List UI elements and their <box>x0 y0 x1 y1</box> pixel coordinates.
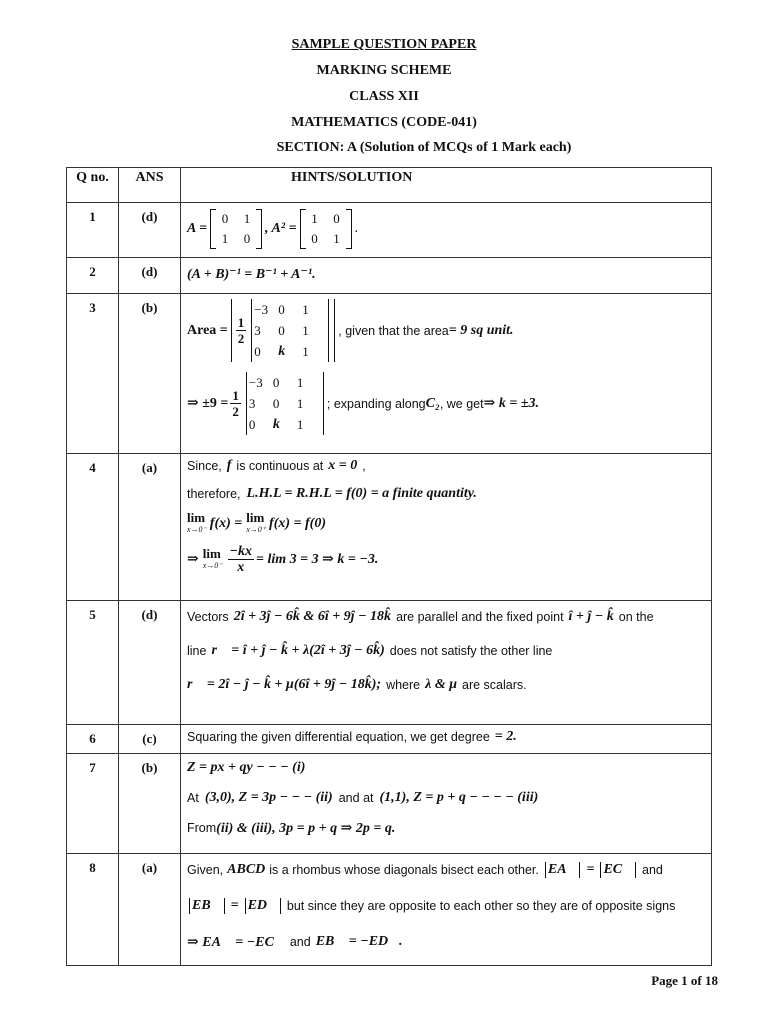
answer: (a) <box>119 454 181 601</box>
table-row <box>67 754 712 854</box>
fixed-point: î + ĵ − k̂ <box>568 609 614 624</box>
q-number: 5 <box>67 601 119 725</box>
subject-label: MATHEMATICS (CODE-041) <box>291 115 477 130</box>
and-text-2: and <box>289 935 311 949</box>
point-1-eq: (3,0), Z = 3p − − − (ii) <box>204 790 333 805</box>
page-subtitle: MARKING SCHEME <box>316 63 452 78</box>
point-2-eq: (1,1), Z = p + q − − − − (iii) <box>379 790 539 805</box>
kx-fraction: $\frac{-kx}{x}$ <box>229 544 252 575</box>
vectors-text: Vectors <box>187 610 229 624</box>
header-hints: HINTS/SOLUTION <box>181 168 712 203</box>
eb-eq: EB⃗ = −ED⃗. <box>315 934 403 949</box>
outer-abs <box>231 299 336 362</box>
determinant-2: −3 0 1 3 0 1 0 k 1 <box>246 372 324 435</box>
comma: , <box>362 459 366 473</box>
ec-magnitude: EC⃗ <box>600 862 636 878</box>
answer: (b) <box>119 294 181 454</box>
matrix-a: 0 1 1 0 <box>210 209 262 249</box>
where-text: where <box>386 678 421 692</box>
area-label: Area = <box>187 322 228 338</box>
result-value: ⇒ k = ±3. <box>483 396 540 411</box>
answer: (b) <box>119 754 181 854</box>
table-row <box>67 725 712 754</box>
expand-text: ; expanding along <box>326 396 426 411</box>
eb-magnitude: EB⃗ <box>189 898 225 914</box>
ea-magnitude: EA⃗ <box>545 862 581 878</box>
lhl-rhl-eq: L.H.L = R.H.L = f(0) = a finite quantity. <box>246 486 477 501</box>
solution-7 <box>181 754 712 854</box>
table-row <box>67 854 712 966</box>
matrix-a2: 1 0 0 1 <box>300 209 352 249</box>
solution-6 <box>181 725 712 754</box>
implies-symbol: ⇒ <box>187 552 199 567</box>
answer: (d) <box>119 258 181 294</box>
sol2-eq: (A + B)⁻¹ = B⁻¹ + A⁻¹. <box>187 266 316 282</box>
q-number: 4 <box>67 454 119 601</box>
direction-vectors: 2î + 3ĵ − 6k̂ & 6î + 9ĵ − 18k̂ <box>233 609 392 624</box>
header-ans: ANS <box>119 168 181 203</box>
equals-1: = <box>586 862 595 877</box>
lim-left: lim x→0⁻ <box>187 510 207 534</box>
solution-5 <box>181 601 712 725</box>
given-text: Given, <box>187 863 224 877</box>
from-eq: (ii) & (iii), 3p = p + q ⇒ 2p = q. <box>216 820 396 836</box>
table-header-row <box>67 168 712 203</box>
abcd-label: ABCD <box>227 862 266 877</box>
on-the-text: on the <box>618 610 654 624</box>
table-row <box>67 258 712 294</box>
at-text: At <box>187 791 199 805</box>
class-label: CLASS XII <box>349 89 419 104</box>
q-number: 6 <box>67 725 119 754</box>
and-text: and <box>642 863 663 877</box>
line-eq-1: r⃗ = î + ĵ − k̂ + λ(2î + 3ĵ − 6k̂) <box>211 643 385 658</box>
from-text: From <box>187 821 217 835</box>
header-qno: Q no. <box>67 168 119 203</box>
degree-text: Squaring the given differential equation, we get degree <box>187 730 490 744</box>
scalars-text: are scalars. <box>462 678 527 692</box>
solution-1 <box>181 203 712 258</box>
page-number: Page 1 of 18 <box>651 973 718 988</box>
lim-right: lim x→0⁺ <box>246 510 267 534</box>
half-fraction: $\frac{1}{2}$ <box>237 315 245 346</box>
lim-left-2: lim x→0⁻ <box>202 545 223 570</box>
solution-8 <box>181 854 712 966</box>
sol1-end: . <box>354 221 359 236</box>
section-label: SECTION: A (Solution of MCQs of 1 Mark each) <box>276 140 572 155</box>
given-text: , given that the area <box>338 323 449 338</box>
continuous-text: is continuous at <box>236 459 324 473</box>
degree-value: = 2. <box>494 729 517 744</box>
table-row <box>67 203 712 258</box>
area-value: = 9 sq unit. <box>448 322 514 338</box>
marking-scheme-table <box>66 167 712 966</box>
q-number: 2 <box>67 258 119 294</box>
table-row <box>67 601 712 725</box>
solution-4 <box>181 454 712 601</box>
table-row <box>67 294 712 454</box>
lambda-mu: λ & μ <box>425 677 457 692</box>
parallel-text: are parallel and the fixed point <box>396 610 564 624</box>
q-number: 1 <box>67 203 119 258</box>
c2-label: C₂ <box>425 395 440 411</box>
solution-2 <box>181 258 712 294</box>
opposite-text: but since they are opposite to each other so they are of opposite signs <box>286 899 676 913</box>
line-eq-2: r⃗ = 2î − ĵ − k̂ + μ(6î + 9ĵ − 18k̂); <box>187 677 382 692</box>
half-fraction-2: $\frac{1}{2}$ <box>232 388 239 419</box>
not-satisfy-text: does not satisfy the other line <box>389 644 553 658</box>
answer: (c) <box>119 725 181 754</box>
limit-result: = lim 3 = 3 ⇒ k = −3. <box>256 552 379 567</box>
table-row <box>67 454 712 601</box>
sol1-a2: , A² = <box>265 221 297 236</box>
determinant: −3 0 1 3 0 1 0 k 1 <box>251 299 329 362</box>
rhombus-text: is a rhombus whose diagonals bisect each other. <box>269 863 539 877</box>
x-equals-zero: x = 0 <box>328 458 358 473</box>
objective-eq: Z = px + qy − − − (i) <box>187 760 306 775</box>
sol1-a: A = <box>187 221 208 236</box>
answer: (d) <box>119 203 181 258</box>
ea-eq: ⇒ EA⃗ = −EC⃗ <box>187 934 285 950</box>
therefore-text: therefore, <box>187 487 241 501</box>
and-at-text: and at <box>338 791 374 805</box>
equals-2: = <box>230 898 239 913</box>
q-number: 8 <box>67 854 119 966</box>
f-symbol: f <box>226 458 232 473</box>
since-text: Since, <box>187 459 222 473</box>
fx-right: f(x) = f(0) <box>269 516 326 531</box>
ed-magnitude: ED⃗ <box>245 898 281 914</box>
implies-eq: ⇒ ±9 = <box>187 396 229 411</box>
q-number: 7 <box>67 754 119 854</box>
page-title: SAMPLE QUESTION PAPER <box>291 37 477 52</box>
fx-left: f(x) = <box>209 516 243 531</box>
answer: (d) <box>119 601 181 725</box>
solution-3 <box>181 294 712 454</box>
q-number: 3 <box>67 294 119 454</box>
answer: (a) <box>119 854 181 966</box>
line-text: line <box>187 644 207 658</box>
result-text: , we get <box>439 396 484 411</box>
